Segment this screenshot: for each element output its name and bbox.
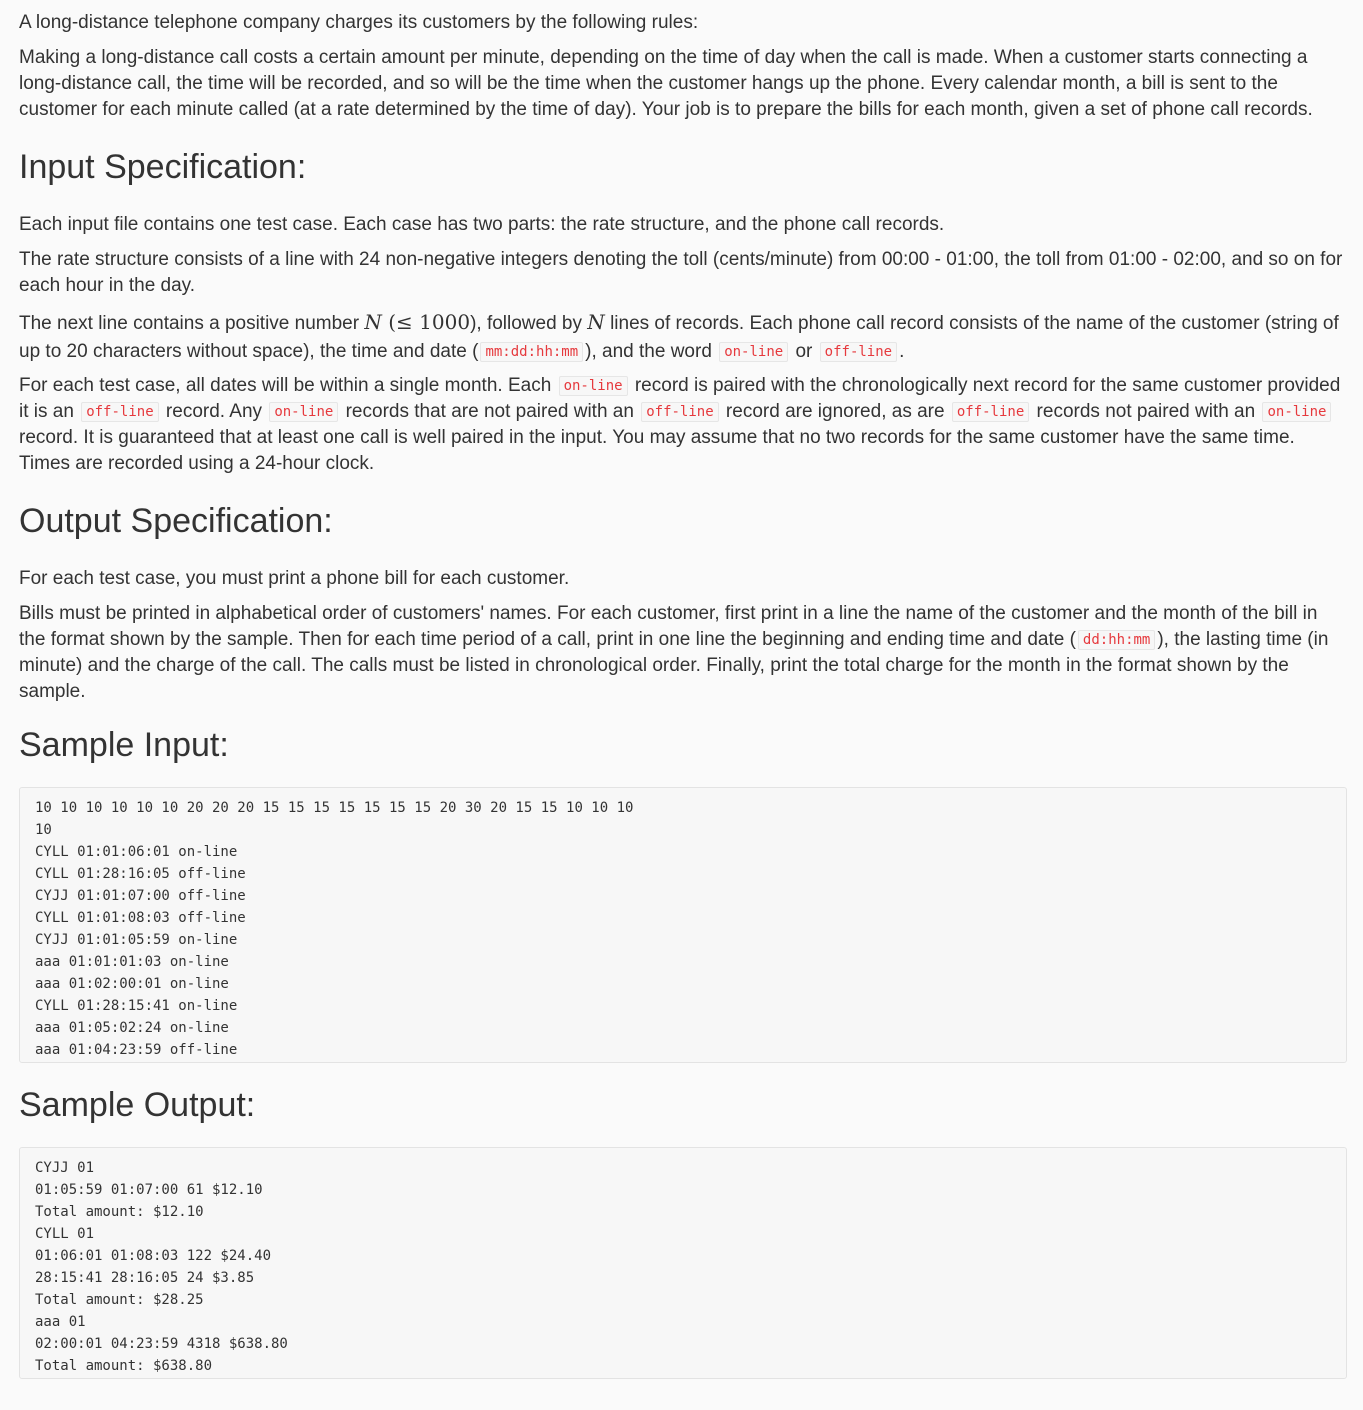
code-line: 02:00:01 04:23:59 4318 $638.80 xyxy=(35,1336,288,1352)
code-line: 01:05:59 01:07:00 61 $12.10 xyxy=(35,1182,263,1198)
code-line: 10 10 10 10 10 10 20 20 20 15 15 15 15 15 15 15 20 30 20 15 15 10 10 10 xyxy=(35,800,634,816)
code-line: CYLL 01 xyxy=(35,1226,95,1242)
inline-code-on-line: on-line xyxy=(269,402,338,422)
code-line: Total amount: $12.10 xyxy=(35,1204,204,1220)
inline-code-off-line: off-line xyxy=(952,402,1029,422)
code-line: CYLL 01:01:06:01 on-line xyxy=(35,844,238,860)
code-line: 10 xyxy=(35,822,52,838)
math-var-n-2: N xyxy=(587,310,605,334)
sample-output-heading: Sample Output: xyxy=(19,1086,256,1124)
inline-code-off-line: off-line xyxy=(820,342,897,362)
code-line: CYLL 01:28:16:05 off-line xyxy=(35,866,246,882)
inline-code-time-format: dd:hh:mm xyxy=(1078,630,1155,650)
input-spec-heading: Input Specification: xyxy=(19,148,307,186)
inline-code-on-line: on-line xyxy=(719,342,788,362)
input-spec-paragraph-4: For each test case, all dates will be within a single month. Each on-line record is paired with the chronologically next record for the same customer provided it is an off-line record. Any on-line records that are not paired with an off-line record are ignored, as are off-line records not paired with an on-line record. It is guaranteed that at least one call is well paired in the input. You may assume that no two records for the same customer have the same time. Times are recorded using a 24-hour clock. xyxy=(19,375,1341,474)
inline-code-off-line: off-line xyxy=(81,402,158,422)
inline-code-off-line: off-line xyxy=(641,402,718,422)
input-spec-paragraph-3: The next line contains a positive number N (≤ 1000), followed by N lines of records. Each phone call record consists of the name of the customer (string of up to 20 characters without space), the time and date ( mm:dd:hh:mm ), and the word on-line or off-line . xyxy=(19,310,1339,362)
output-spec-paragraph-1: For each test case, you must print a phone bill for each customer. xyxy=(19,568,570,589)
inline-code-on-line: on-line xyxy=(559,376,628,396)
code-line: 28:15:41 28:16:05 24 $3.85 xyxy=(35,1270,255,1286)
code-line: CYJJ 01 xyxy=(35,1160,95,1176)
output-spec-paragraph-2: Bills must be printed in alphabetical order of customers' names. For each customer, first print in a line the name of the customer and the month of the bill in the format shown by the sample. Then for each time period of a call, print in one line the beginning and ending time and date ( dd:hh:mm ), the lasting time (in minute) and the charge of the call. The calls must be listed in chronological order. Finally, print the total charge for the month in the format shown by the sample. xyxy=(19,603,1329,702)
code-line: Total amount: $28.25 xyxy=(35,1292,204,1308)
code-line: aaa 01 xyxy=(35,1314,86,1330)
code-line: CYLL 01:01:08:03 off-line xyxy=(35,910,246,926)
code-line: 01:06:01 01:08:03 122 $24.40 xyxy=(35,1248,272,1264)
code-line: aaa 01:04:23:59 off-line xyxy=(35,1042,238,1058)
code-line: aaa 01:02:00:01 on-line xyxy=(35,976,229,992)
intro-paragraph-1: A long-distance telephone company charges its customers by the following rules: xyxy=(19,12,699,33)
code-line: Total amount: $638.80 xyxy=(35,1358,213,1374)
code-line: aaa 01:05:02:24 on-line xyxy=(35,1020,229,1036)
input-spec-paragraph-2: The rate structure consists of a line with 24 non-negative integers denoting the toll (cents/minute) from 00:00 - 01:00, the toll from 01:00 - 02:00, and so on for each hour in the day. xyxy=(19,249,1343,296)
intro-paragraph-2: Making a long-distance call costs a certain amount per minute, depending on the time of day when the call is made. When a customer starts connecting a long-distance call, the time will be recorded, and so will be the time when the customer hangs up the phone. Every calendar month, a bill is sent to the customer for each minute called (at a rate determined by the time of day). Your job is to prepare the bills for each month, given a set of phone call records. xyxy=(19,47,1313,120)
code-line: aaa 01:01:01:03 on-line xyxy=(35,954,229,970)
code-line: CYJJ 01:01:05:59 on-line xyxy=(35,932,238,948)
sample-output-codeblock xyxy=(19,1147,1347,1379)
sample-input-heading: Sample Input: xyxy=(19,726,229,764)
code-line: CYLL 01:28:15:41 on-line xyxy=(35,998,238,1014)
sample-input-codeblock xyxy=(19,787,1347,1063)
input-spec-paragraph-1: Each input file contains one test case. Each case has two parts: the rate structure, and the phone call records. xyxy=(19,214,945,235)
inline-code-on-line: on-line xyxy=(1262,402,1331,422)
output-spec-heading: Output Specification: xyxy=(19,502,333,540)
code-line: CYJJ 01:01:07:00 off-line xyxy=(35,888,246,904)
inline-code-time-format: mm:dd:hh:mm xyxy=(480,342,583,362)
math-var-n: N xyxy=(364,310,382,334)
